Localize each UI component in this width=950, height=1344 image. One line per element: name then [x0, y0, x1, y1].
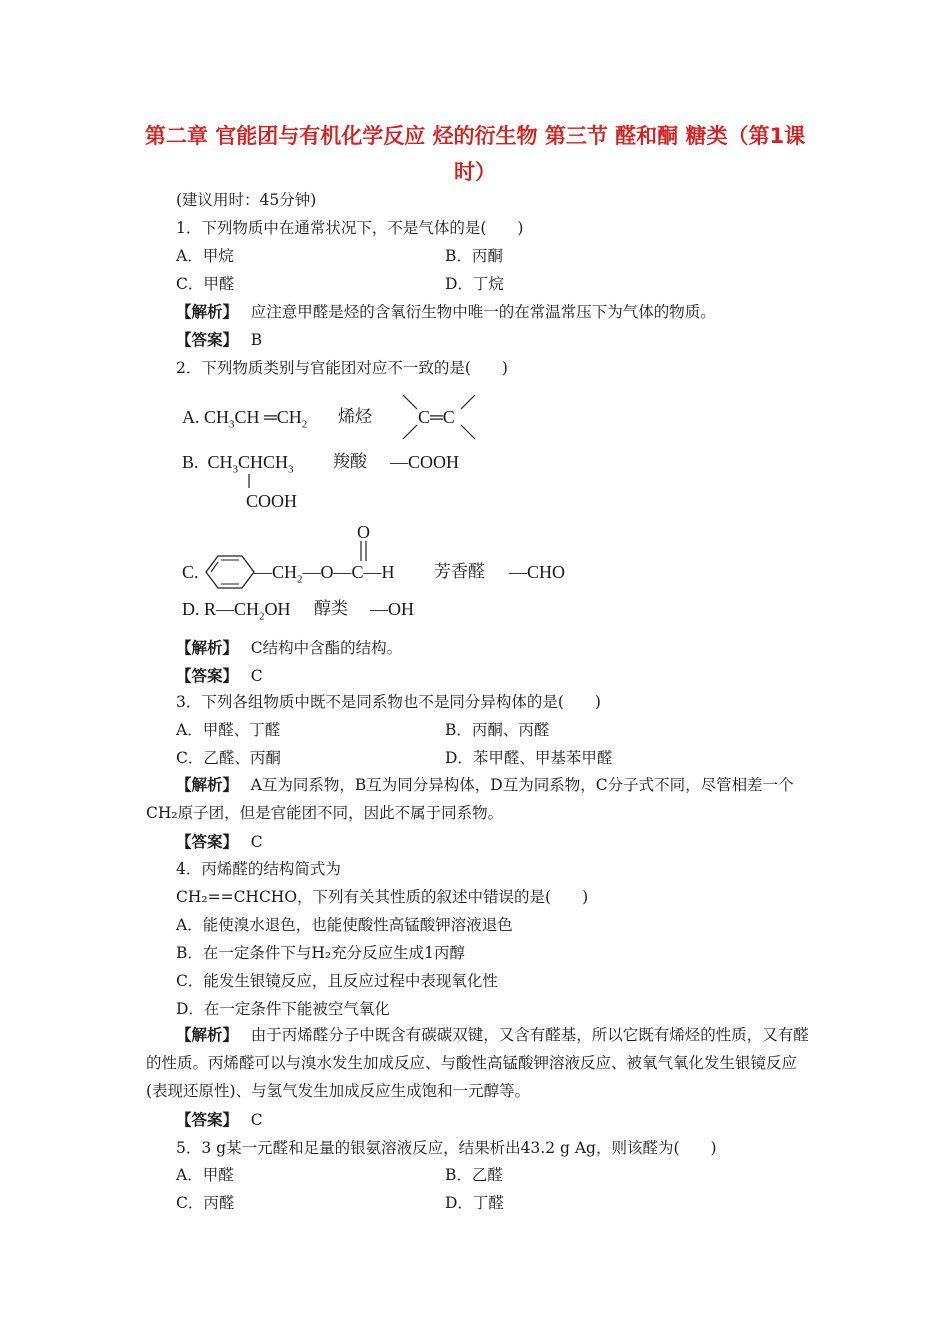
q4-option-b: B．在一定条件下与H₂充分反应生成1丙醇 — [176, 944, 465, 962]
analysis-tag: 【解析】 — [176, 776, 231, 794]
q3-option-d: D．苯甲醛、甲基苯甲醛 — [445, 749, 613, 767]
answer-tag: 【答案】 — [176, 1111, 231, 1129]
q2-answer — [176, 666, 263, 686]
q2-c-label: C. — [182, 562, 199, 582]
q2-b-substituent: COOH — [246, 491, 298, 511]
q3-answer — [176, 832, 263, 852]
analysis-tag: 【解析】 — [176, 639, 231, 657]
answer-text: C — [250, 667, 263, 685]
q2-a-formula: A. $CH_3CH$ $═CH_2$ — [182, 407, 308, 431]
answer-tag: 【答案】 — [176, 667, 231, 685]
q4-option-d: D．在一定条件下能被空气氧化 — [176, 1000, 390, 1018]
q3-stem: 3．下列各组物质中既不是同系物也不是同分异构体的是( ) — [176, 693, 601, 711]
q2-d-group: —OH — [370, 599, 414, 619]
q5-stem: 5．3 g某一元醛和足量的银氨溶液反应，结果析出43.2 g Ag，则该醛为( ) — [176, 1139, 717, 1157]
analysis-text: 应注意甲醛是烃的含氧衍生物中唯一的在常温常压下为气体的物质。 — [250, 303, 716, 321]
q2-c-chain: $—CH_2—O—C—H$ — [254, 562, 395, 586]
q2-stem: 2．下列物质类别与官能团对应不一致的是( ) — [176, 359, 508, 377]
q4-stem-1: 4．丙烯醛的结构简式为 — [176, 860, 341, 878]
analysis-text: A互为同系物，B互为同分异构体，D互为同系物，C分子式不同，尽管相差一个CH₂原子团，但是官能团不同，因此不属于同系物。 — [146, 776, 794, 822]
q3-option-a: A．甲醛、丁醛 — [176, 721, 281, 739]
q4-analysis — [146, 1021, 810, 1105]
q5-option-b: B．乙醛 — [445, 1166, 503, 1184]
answer-text: C — [250, 833, 263, 851]
q2-c-oxygen: O — [357, 522, 370, 542]
q1-option-a: A．甲烷 — [176, 247, 234, 265]
page-title: 第二章 官能团与有机化学反应 烃的衍生物 第三节 醛和酮 糖类（第1课时） — [144, 124, 806, 184]
q4-option-c: C．能发生银镜反应，且反应过程中表现氧化性 — [176, 972, 498, 990]
q1-option-b: B．丙酮 — [445, 247, 503, 265]
q2-c-class: 芳香醛 — [434, 562, 485, 582]
answer-text: B — [250, 331, 263, 349]
q3-analysis — [146, 771, 810, 827]
q2-d-formula: D. $R—CH_2OH$ — [182, 599, 291, 623]
q3-option-b: B．丙酮、丙醛 — [445, 721, 550, 739]
benzene-ring — [206, 556, 254, 588]
q1-stem: 1．下列物质中在通常状况下，不是气体的是( ) — [176, 219, 524, 237]
q1-option-c: C．甲醛 — [176, 275, 235, 293]
q1-option-d: D．丁烷 — [445, 275, 504, 293]
q4-answer — [176, 1110, 263, 1130]
answer-tag: 【答案】 — [176, 833, 231, 851]
answer-text: C — [250, 1111, 263, 1129]
analysis-text: C结构中含酯的结构。 — [250, 639, 403, 657]
q4-stem-2: CH₂==CHCHO，下列有关其性质的叙述中错误的是( ) — [176, 888, 589, 906]
q2-b-formula: B. $CH_3CHCH_3$ — [182, 452, 294, 476]
q5-option-d: D．丁醛 — [445, 1194, 504, 1212]
q4-option-a: A．能使溴水退色，也能使酸性高锰酸钾溶液退色 — [176, 916, 513, 934]
q5-option-c: C．丙醛 — [176, 1194, 235, 1212]
analysis-tag: 【解析】 — [176, 1026, 231, 1044]
q5-option-a: A．甲醛 — [176, 1166, 234, 1184]
q2-d-class: 醇类 — [314, 599, 348, 619]
q2-analysis — [176, 638, 402, 658]
analysis-text: 由于丙烯醛分子中既含有碳碳双键，又含有醛基，所以它既有烯烃的性质，又有醛的性质。丙烯醛可以与溴水发生加成反应、与酸性高锰酸钾溶液反应、被氧气氧化发生银镜反应(表现还原性)、与氢气发生加成反应生成饱和一元醇等。 — [146, 1026, 809, 1100]
answer-tag: 【答案】 — [176, 331, 231, 349]
q2-c-group: —CHO — [509, 562, 566, 582]
q2-a-class: 烯烃 — [338, 407, 372, 427]
q2-a-group: C═C — [418, 407, 455, 427]
q3-option-c: C．乙醛、丙酮 — [176, 749, 281, 767]
q2-b-class: 羧酸 — [333, 452, 367, 472]
q2-b-group: —COOH — [390, 452, 460, 472]
analysis-tag: 【解析】 — [176, 303, 231, 321]
suggested-time: (建议用时：45分钟) — [176, 191, 317, 209]
